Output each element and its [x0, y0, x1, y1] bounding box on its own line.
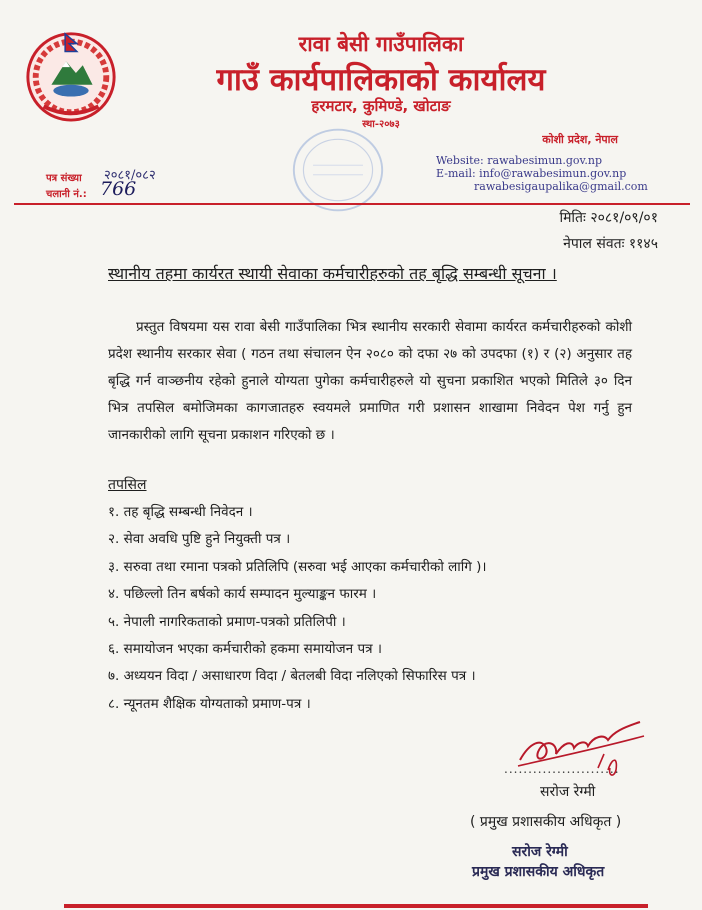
notice-subject: स्थानीय तहमा कार्यरत स्थायी सेवाका कर्मचारीहरुको तह बृद्धि सम्बन्धी सूचना । — [108, 264, 557, 283]
province-label: कोशी प्रदेश, नेपाल — [542, 133, 618, 146]
established-year: स्था-२०७३ — [362, 119, 400, 130]
enclosure-item: ६. समायोजन भएका कर्मचारीको हकमा समायोजन पत्र । — [108, 640, 382, 657]
stamp-title: प्रमुख प्रशासकीय अधिकृत — [472, 864, 605, 880]
nepal-sambat-date: नेपाल संवतः ११४५ — [563, 236, 658, 252]
dispatch-number-label: चलानी नं.: — [46, 189, 87, 200]
signature-line: ........................ — [504, 762, 620, 776]
enclosures-heading: तपसिल — [108, 477, 147, 493]
enclosure-item: ४. पछिल्लो तिन बर्षको कार्य सम्पादन मुल्याङ्कन फारम । — [108, 586, 377, 603]
letter-number-value: २०८१/०८२ — [104, 168, 156, 183]
office-stamp-icon — [290, 126, 386, 214]
municipality-name: रावा बेसी गाउँपालिका — [298, 32, 464, 56]
enclosure-item: ७. अध्ययन विदा / असाधारण विदा / बेतलबी विदा नलिएको सिफारिस पत्र । — [108, 668, 476, 685]
letter-number-label: पत्र संख्या — [46, 173, 82, 184]
enclosure-item: ३. सरुवा तथा रमाना पत्रको प्रतिलिपि (सरुवा भई आएका कर्मचारीको लागि )। — [108, 558, 487, 575]
enclosure-item: २. सेवा अवधि पुष्टि हुने नियुक्ती पत्र । — [108, 531, 291, 548]
signatory-title: ( प्रमुख प्रशासकीय अधिकृत ) — [470, 814, 622, 830]
enclosure-item: १. तह बृद्धि सम्बन्धी निवेदन । — [108, 504, 253, 520]
enclosure-item: ५. नेपाली नागरिकताको प्रमाण-पत्रको प्रतिलिपी । — [108, 613, 346, 630]
footer-divider — [64, 904, 648, 908]
stamp-name: सरोज रेग्मी — [512, 844, 568, 860]
dispatch-number-value: 766 — [100, 178, 137, 200]
notice-body: प्रस्तुत विषयमा यस रावा बेसी गाउँपालिका भित्र स्थानीय सरकारी सेवामा कार्यरत कर्मचारीहरुको कोशी प्रदेश स्थानीय सरकार सेवा ( गठन तथा संचालन ऐन २०८० को दफा २७ को उपदफा (१) र (२) अनुसार तह बृद्धि गर्न वाञ्छनीय रहेको हुनाले योग्यता पुगेका कर्मचारीहरुले यो सुचना प्रकाशित भएको मितिले ३० दिन भित्र तपसिल बमोजिमका कागजातहरु स्वयमले प्रमाणित गरी प्रशासन शाखामा निवेदन पेश गर्नु हुन जानकारीको लागि सूचना प्रकाशन गरिएको छ । — [108, 319, 632, 443]
email-primary-link[interactable]: E-mail: info@rawabesimun.gov.np — [436, 167, 627, 180]
enclosures-list — [108, 502, 487, 721]
signatory-name: सरोज रेग्मी — [540, 784, 596, 800]
office-address: हरमटार, कुमिण्डे, खोटाङ — [311, 97, 451, 115]
header-divider — [14, 203, 690, 205]
letter-date: मितिः २०८१/०९/०१ — [559, 210, 658, 226]
website-link[interactable]: Website: rawabesimun.gov.np — [436, 154, 603, 167]
email-secondary-link[interactable]: rawabesigaupalika@gmail.com — [474, 180, 648, 193]
enclosure-item: ८. न्यूनतम शैक्षिक योग्यताको प्रमाण-पत्र । — [108, 695, 311, 712]
office-title: गाउँ कार्यपालिकाको कार्यालय — [216, 62, 546, 98]
